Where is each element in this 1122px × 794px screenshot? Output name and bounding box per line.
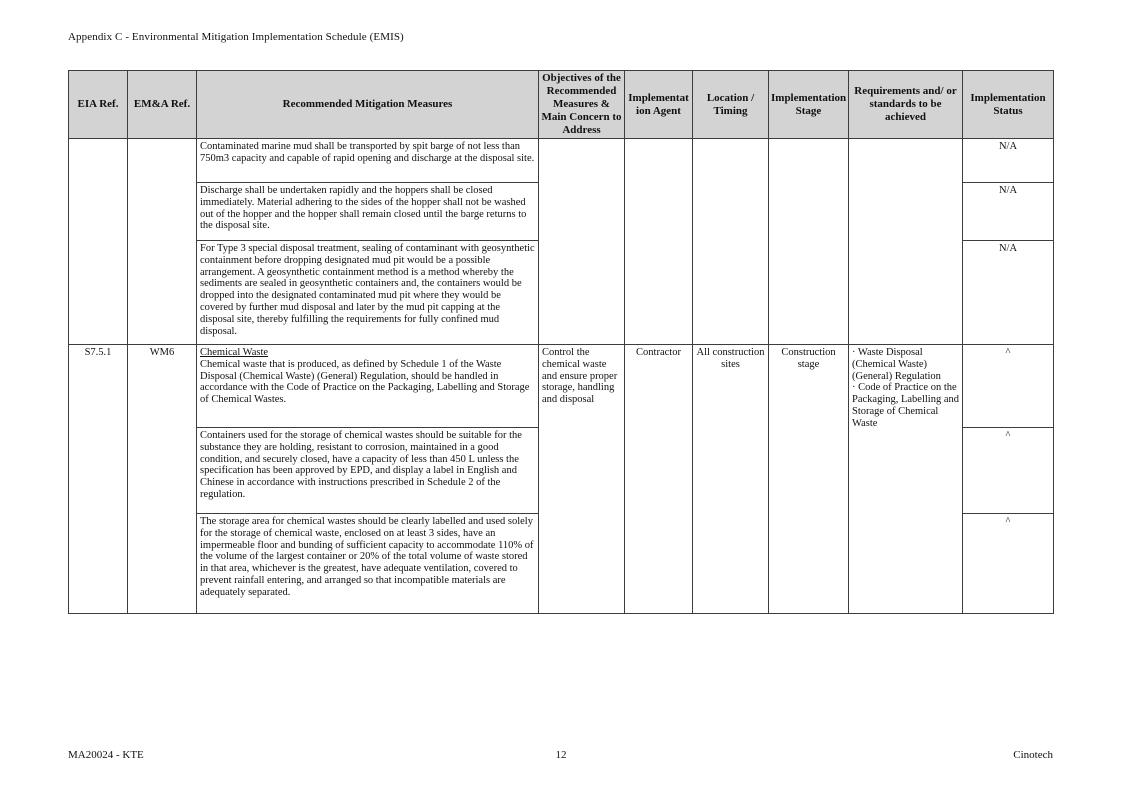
- requirements-cell: [849, 139, 963, 345]
- page-title: Appendix C - Environmental Mitigation Implementation Schedule (EMIS): [68, 31, 404, 43]
- status-cell: N/A: [963, 183, 1054, 241]
- agent-cell: Contractor: [625, 345, 693, 614]
- header-ema-ref: EM&A Ref.: [128, 71, 197, 139]
- measure-cell: For Type 3 special disposal treatment, sealing of contaminant with geosynthetic containment before dropping designated mud pit would be a possible arrangement. A geosynthetic containment method is a method whereby the sediments are sealed in geosynthetic containers and, the containers would be dropped into the designated contaminated mud pit where they would be covered by further mud disposal and later by the mud pit capping at the disposal site, thereby fulfilling the requirements for fully confined mud disposal.: [197, 241, 539, 345]
- status-cell: ^: [963, 345, 1054, 428]
- header-location-timing: Location / Timing: [693, 71, 769, 139]
- measure-cell: Discharge shall be undertaken rapidly and the hoppers shall be closed immediately. Material adhering to the sides of the hopper shall not be washed out of the hopper and the hopper shall remain closed until the barge returns to the disposal site.: [197, 183, 539, 241]
- eia-ref-cell: [69, 139, 128, 345]
- location-cell: [693, 139, 769, 345]
- header-eia-ref: EIA Ref.: [69, 71, 128, 139]
- measure-heading: Chemical Waste: [200, 347, 269, 358]
- table-row: [69, 139, 1054, 183]
- footer-company-name: Cinotech: [1013, 749, 1053, 761]
- measure-cell: Contaminated marine mud shall be transported by spit barge of not less than 750m3 capacity and capable of rapid opening and discharge at the disposal site.: [197, 139, 539, 183]
- measure-cell: [197, 345, 539, 428]
- location-cell: All construction sites: [693, 345, 769, 614]
- stage-cell: Construction stage: [769, 345, 849, 614]
- header-mitigation-measures: Recommended Mitigation Measures: [197, 71, 539, 139]
- emis-schedule-table: [68, 70, 1054, 614]
- status-cell: N/A: [963, 139, 1054, 183]
- header-implementation-status: Implementation Status: [963, 71, 1054, 139]
- footer-project-ref: MA20024 - KTE: [68, 749, 144, 761]
- ema-ref-cell: WM6: [128, 345, 197, 614]
- status-cell: N/A: [963, 241, 1054, 345]
- measure-text: Chemical waste that is produced, as defined by Schedule 1 of the Waste Disposal (Chemical Waste) (General) Regulation, should be handled in accordance with the Code of Practice on the Packaging, Labelling and Storage of Chemical Wastes.: [200, 358, 530, 406]
- header-implementation-stage: Implementation Stage: [769, 71, 849, 139]
- status-cell: ^: [963, 428, 1054, 514]
- footer-page-number: 12: [555, 749, 567, 761]
- table-header-row: [69, 71, 1054, 139]
- agent-cell: [625, 139, 693, 345]
- objectives-cell: [539, 139, 625, 345]
- measure-cell: The storage area for chemical wastes should be clearly labelled and used solely for the storage of chemical waste, enclosed on at least 3 sides, have an impermeable floor and bunding of sufficient capacity to accommodate 110% of the volume of the largest container or 20% of the total volume of waste stored in that area, whichever is the greatest, have adequate ventilation, covered to prevent rainfall entering, and arranged so that incompatible materials are adequately separated.: [197, 514, 539, 614]
- table-row: [69, 345, 1054, 428]
- requirement-item: · Code of Practice on the Packaging, Labelling and Storage of Chemical Waste: [852, 382, 960, 429]
- status-cell: ^: [963, 514, 1054, 614]
- stage-cell: [769, 139, 849, 345]
- header-implementation-agent: Implementation Agent: [625, 71, 693, 139]
- requirements-cell: [849, 345, 963, 614]
- objectives-cell: Control the chemical waste and ensure proper storage, handling and disposal: [539, 345, 625, 614]
- header-requirements: Requirements and/ or standards to be achieved: [849, 71, 963, 139]
- requirement-item: · Waste Disposal (Chemical Waste) (General) Regulation: [852, 347, 941, 382]
- measure-cell: Containers used for the storage of chemical wastes should be suitable for the substance they are holding, resistant to corrosion, maintained in a good condition, and securely closed, have a capacity of less than 450 L unless the specification has been approved by EPD, and display a label in English and Chinese in accordance with instructions prescribed in Schedule 2 of the regulation.: [197, 428, 539, 514]
- ema-ref-cell: [128, 139, 197, 345]
- header-objectives: Objectives of the Recommended Measures & Main Concern to Address: [539, 71, 625, 139]
- eia-ref-cell: S7.5.1: [69, 345, 128, 614]
